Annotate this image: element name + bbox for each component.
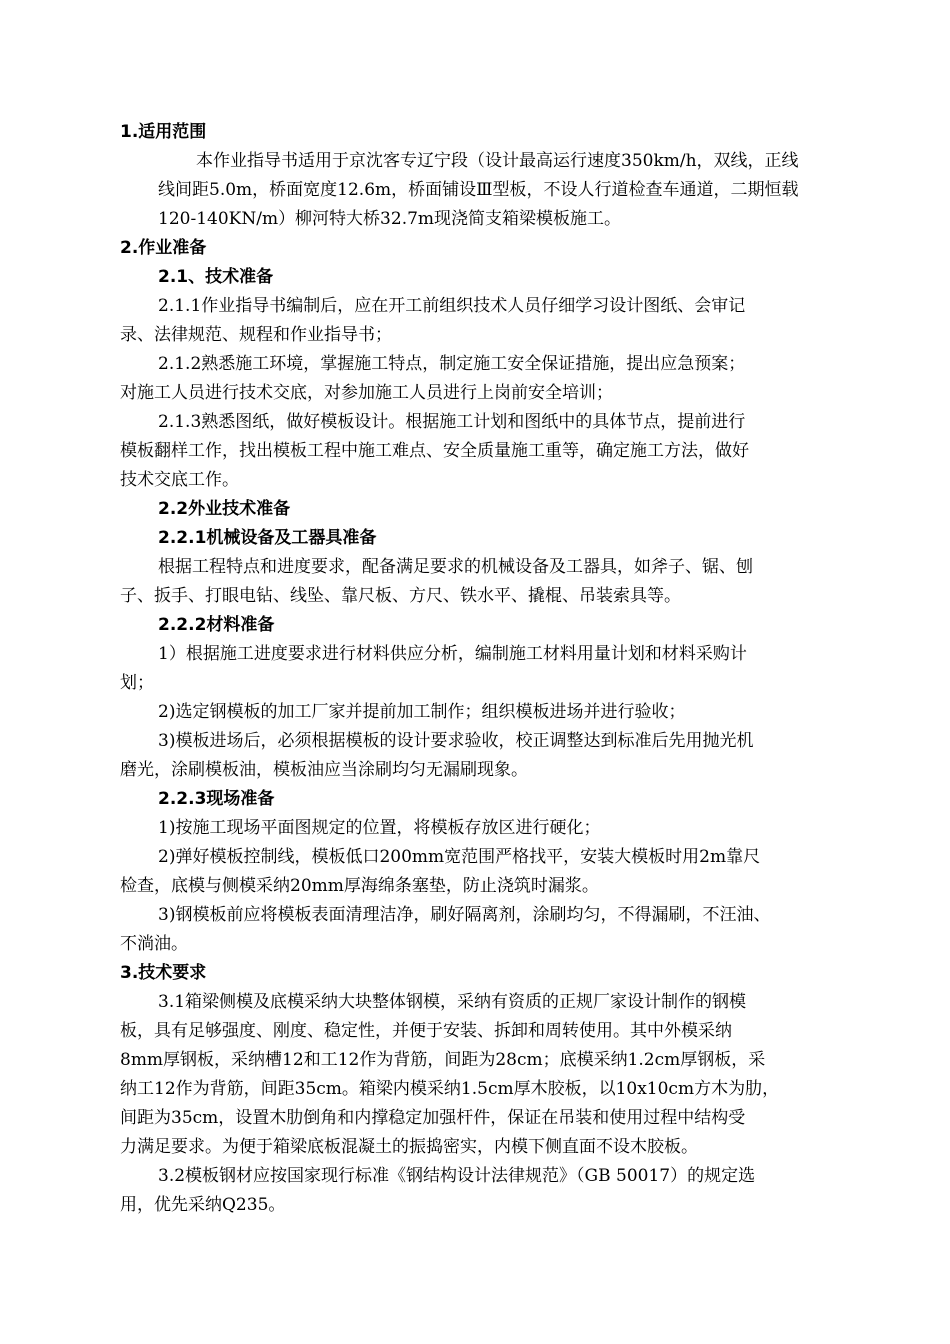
- text-line: 3)模板进场后，必须根据模板的设计要求验收，校正调整达到标准后先用抛光机: [158, 731, 754, 751]
- section-2-2-1-title: 2.2.1机械设备及工器具准备: [158, 528, 377, 548]
- paragraph-2-2-1: [120, 553, 832, 611]
- text-line: 模板翻样工作，找出模板工程中施工难点、安全质量施工重等，确定施工方法，做好: [120, 441, 749, 461]
- text-line: 120-140KN/m）柳河特大桥32.7m现浇简支箱梁模板施工。: [158, 209, 622, 229]
- text-line: 本作业指导书适用于京沈客专辽宁段（设计最高运行速度350km/h，双线，正线: [196, 151, 799, 171]
- paragraph-2-2-3-3: [120, 901, 832, 959]
- paragraph-2-2-3-2: [120, 843, 832, 901]
- text-line: 录、法律规范、规程和作业指导书；: [120, 325, 392, 345]
- text-line: 力满足要求。为便于箱梁底板混凝土的振捣密实，内模下侧直面不设木胶板。: [120, 1137, 698, 1157]
- text-line: 子、扳手、打眼电钻、线坠、靠尺板、方尺、铁水平、撬棍、吊装索具等。: [120, 586, 681, 606]
- text-line: 磨光，涂刷模板油，模板油应当涂刷均匀无漏刷现象。: [120, 760, 528, 780]
- section-2-2-2-title: 2.2.2材料准备: [158, 615, 275, 635]
- paragraph-3-2: [120, 1162, 832, 1220]
- section-2-2-3-title: 2.2.3现场准备: [158, 789, 275, 809]
- text-line: 8mm厚钢板，采纳槽12和工12作为背筋，间距为28cm；底模采纳1.2cm厚钢板，采: [120, 1050, 766, 1070]
- paragraph-3-1: [120, 988, 832, 1162]
- text-line: 对施工人员进行技术交底，对参加施工人员进行上岗前安全培训；: [120, 383, 613, 403]
- document-page: [120, 118, 832, 1220]
- text-line: 划；: [120, 673, 154, 693]
- paragraph-2-1-2: [120, 350, 832, 408]
- text-line: 3)钢模板前应将模板表面清理洁净，刷好隔离剂，涂刷均匀，不得漏刷，不汪油、: [158, 905, 771, 925]
- text-line: 1）根据施工进度要求进行材料供应分析，编制施工材料用量计划和材料采购计: [158, 644, 747, 664]
- section-2-title: 2.作业准备: [120, 238, 207, 258]
- paragraph-2-2-2-2: [120, 698, 832, 727]
- text-line: 检查，底模与侧模采纳20mm厚海绵条塞垫，防止浇筑时漏浆。: [120, 876, 599, 896]
- paragraph-2-2-3-1: [120, 814, 832, 843]
- text-line: 2)弹好模板控制线，模板低口200mm宽范围严格找平，安装大模板时用2m靠尺: [158, 847, 761, 867]
- text-line: 2)选定钢模板的加工厂家并提前加工制作；组织模板进场并进行验收；: [158, 702, 686, 722]
- paragraph-2-2-2-1: [120, 640, 832, 698]
- text-line: 2.1.1作业指导书编制后，应在开工前组织技术人员仔细学习设计图纸、会审记: [158, 296, 746, 316]
- text-line: 1)按施工现场平面图规定的位置，将模板存放区进行硬化；: [158, 818, 601, 838]
- text-line: 线间距5.0m，桥面宽度12.6m，桥面铺设Ⅲ型板，不设人行道检查车通道，二期恒载: [158, 180, 799, 200]
- text-line: 不淌油。: [120, 934, 188, 954]
- section-1-paragraph: [120, 147, 832, 234]
- text-line: 2.1.2熟悉施工环境，掌握施工特点，制定施工安全保证措施，提出应急预案；: [158, 354, 746, 374]
- paragraph-2-1-3: [120, 408, 832, 495]
- text-line: 间距为35cm，设置木肋倒角和内撑稳定加强杆件，保证在吊装和使用过程中结构受: [120, 1108, 746, 1128]
- section-2-1-title: 2.1、技术准备: [158, 267, 274, 287]
- section-1-title: 1.适用范围: [120, 122, 207, 142]
- paragraph-2-2-2-3: [120, 727, 832, 785]
- text-line: 技术交底工作。: [120, 470, 239, 490]
- text-line: 用，优先采纳Q235。: [120, 1195, 286, 1215]
- text-line: 3.2模板钢材应按国家现行标准《钢结构设计法律规范》（GB 50017）的规定选: [158, 1166, 756, 1186]
- text-line: 根据工程特点和进度要求，配备满足要求的机械设备及工器具，如斧子、锯、刨: [158, 557, 753, 577]
- section-3-title: 3.技术要求: [120, 963, 207, 983]
- text-line: 2.1.3熟悉图纸，做好模板设计。根据施工计划和图纸中的具体节点，提前进行: [158, 412, 746, 432]
- text-line: 3.1箱梁侧模及底模采纳大块整体钢模，采纳有资质的正规厂家设计制作的钢模: [158, 992, 747, 1012]
- text-line: 板，具有足够强度、刚度、稳定性，并便于安装、拆卸和周转使用。其中外模采纳: [120, 1021, 732, 1041]
- text-line: 纳工12作为背筋，间距35cm。箱梁内模采纳1.5cm厚木胶板，以10x10cm方木为肋，: [120, 1079, 780, 1099]
- section-2-2-title: 2.2外业技术准备: [158, 499, 291, 519]
- paragraph-2-1-1: [120, 292, 832, 350]
